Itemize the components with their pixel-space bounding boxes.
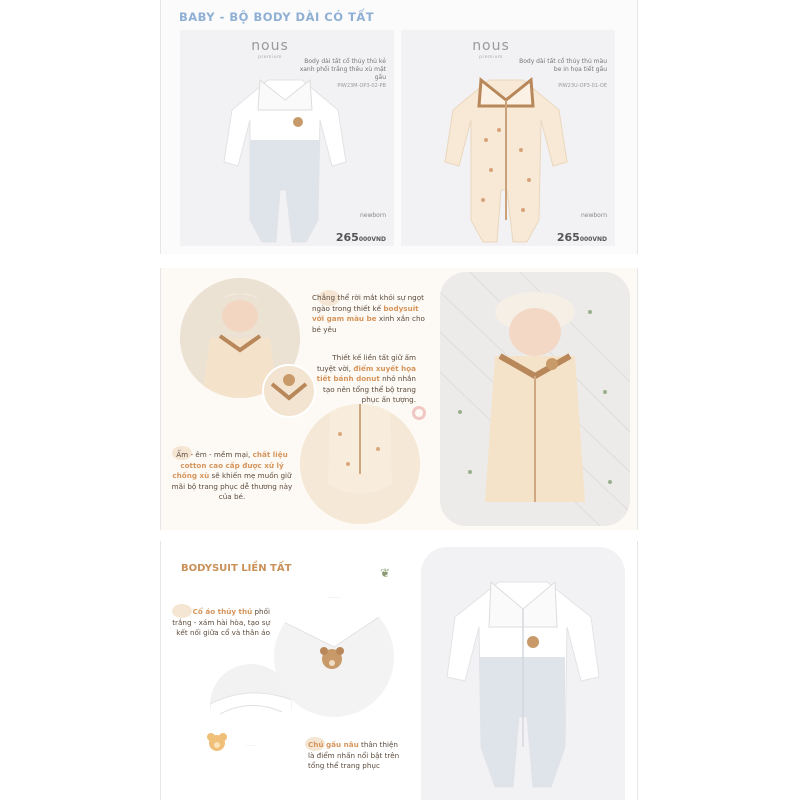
section-separator — [160, 254, 638, 268]
brand-logo-sub: premium — [479, 55, 503, 60]
feature-text-bear — [308, 740, 404, 772]
section-separator — [160, 530, 638, 541]
brand-logo: nous — [472, 38, 510, 54]
text-accent: bodysuit với gam màu be — [312, 303, 419, 323]
text-part: phối trắng - xám hài hòa, tạo sự kết nối giữa cổ và thân áo — [172, 607, 270, 637]
text-part: Thiết kế liền tất giữ ấm tuyệt vời, — [316, 353, 416, 373]
product-size: newborn — [580, 212, 607, 219]
sheet-border-right — [637, 0, 638, 800]
text-accent: điểm xuyết họa tiết bánh donut — [316, 363, 416, 383]
feature-text-1 — [312, 293, 430, 335]
feature-text-collar — [172, 607, 270, 639]
feature-text-3 — [168, 450, 296, 503]
bodysuit-main-photo — [421, 547, 625, 800]
product-card-beige[interactable] — [401, 30, 615, 246]
text-part: sẽ khiến mẹ muốn giữ mãi bộ trang phục dễ thương này của bé. — [171, 471, 293, 501]
baby-main-photo — [440, 272, 630, 526]
feature-text-2 — [316, 353, 416, 406]
brand-logo-sub: premium — [258, 55, 282, 60]
collar-detail-circle — [262, 364, 316, 418]
product-price — [557, 226, 607, 245]
product-code: PIW23U-OP3-01-OE — [558, 83, 607, 89]
price-main: 265 — [335, 231, 359, 244]
bear-icon — [206, 732, 228, 752]
text-part: nhỏ nhắn tạo nên tổng thể bộ trang phục ấn tượng. — [323, 374, 416, 404]
price-suffix: 000VND — [358, 236, 386, 243]
donut-icon — [412, 406, 426, 420]
blue-bodysuit-image — [220, 70, 350, 246]
product-description: Body dài tất cổ thủy thủ màu be in họa tiết gấu — [519, 58, 607, 73]
bear-detail-circle — [274, 597, 394, 717]
section-title: BABY - BỘ BODY DÀI CÓ TẤT — [179, 10, 375, 24]
product-code: PIW23M-OP3-02-PB — [337, 83, 386, 89]
product-description: Body dài tất cổ thủy thủ kẻ xanh phối trắng thêu xù mặt gấu — [299, 58, 386, 81]
text-accent: Chú gấu nâu — [308, 740, 359, 749]
price-suffix: 000VND — [579, 236, 607, 243]
leaf-icon: ❦ — [380, 566, 391, 580]
product-size: newborn — [359, 212, 386, 219]
brand-logo: nous — [251, 38, 289, 54]
product-card-blue[interactable] — [180, 30, 394, 246]
text-accent: Cổ áo thủy thủ — [192, 607, 253, 616]
price-main: 265 — [556, 231, 580, 244]
beige-bodysuit-image — [441, 70, 571, 246]
text-accent: chất liệu cotton cao cấp được xử lý chống xù — [172, 450, 288, 480]
feet-detail-circle — [300, 404, 420, 524]
section-title: BODYSUIT LIỀN TẤT — [181, 563, 292, 574]
text-part: Chẳng thể rời mắt khỏi sự ngọt ngào trong thiết kế — [312, 293, 424, 313]
product-price — [336, 226, 386, 245]
text-part: Ấm - êm - mềm mại, — [176, 450, 253, 459]
text-part: xinh xắn cho bé yêu — [312, 314, 425, 334]
text-part: thân thiện là điểm nhấn nổi bật trên tổng thể trang phục — [308, 740, 400, 770]
